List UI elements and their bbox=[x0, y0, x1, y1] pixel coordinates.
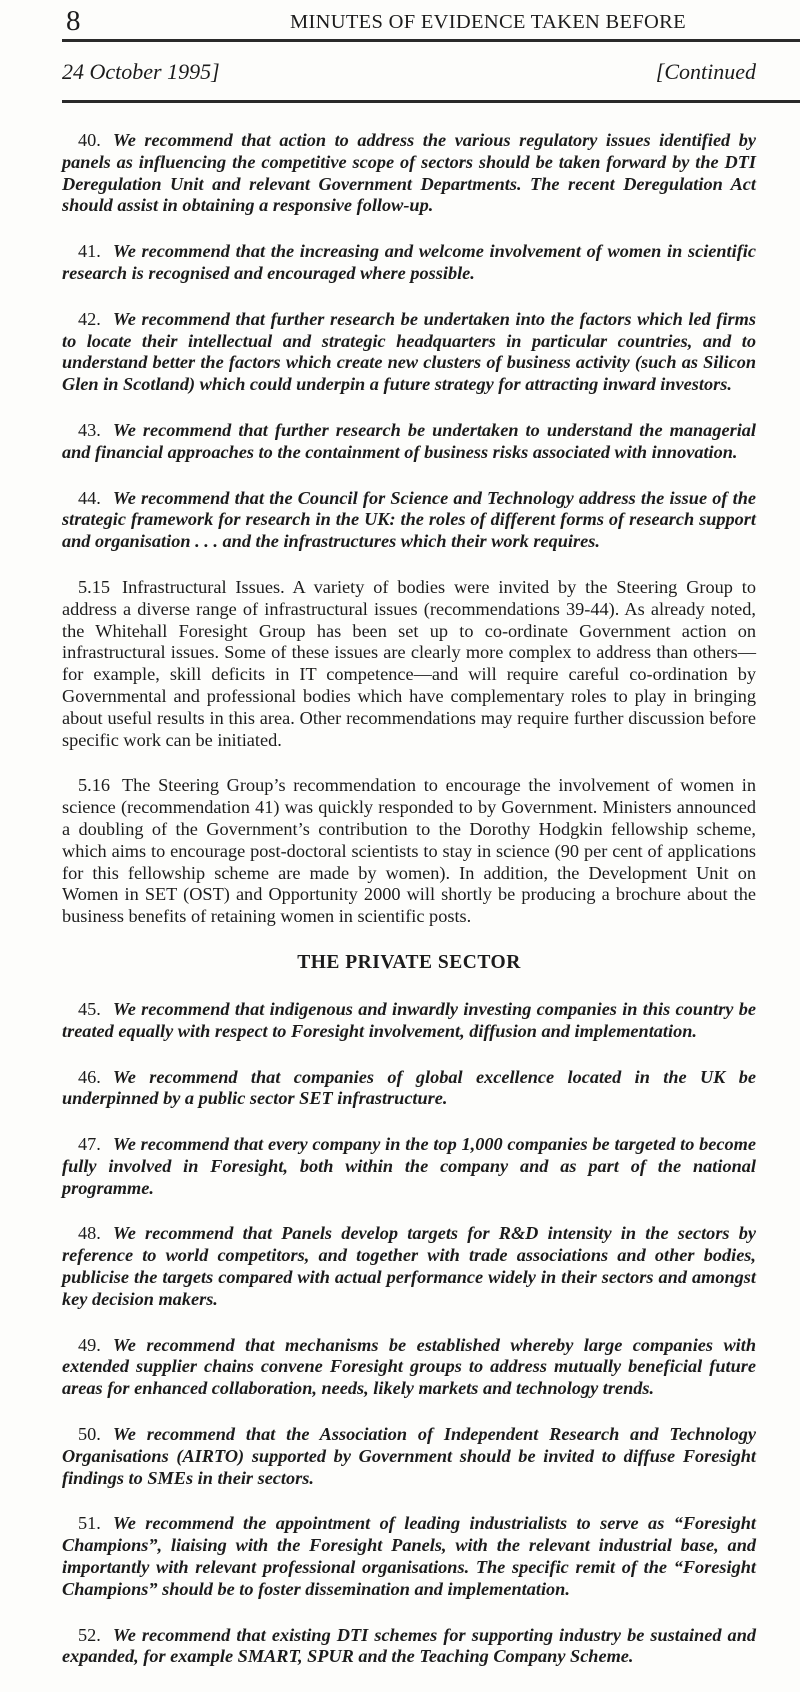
continued-label: [Continued bbox=[655, 59, 756, 84]
recommendation-paragraph: 40. We recommend that action to address the various regulatory issues identified by panels as influencing the competitive scope of sectors should be taken forward by the DTI Deregulation Unit and relevant Government Departments. The recent Deregulation Act should assist in obtaining a responsive follow-up. bbox=[62, 130, 756, 216]
dateline-rule bbox=[62, 100, 800, 103]
session-date: 24 October 1995] bbox=[62, 59, 220, 84]
recommendation-paragraph: 43. We recommend that further research be undertaken to understand the managerial and financial approaches to the containment of business risks associated with innovation. bbox=[62, 419, 756, 462]
recommendation-paragraph: 49. We recommend that mechanisms be established whereby large companies with extended supplier chains convene Foresight groups to address mutually beneficial future areas for enhanced collaboration, needs, likely markets and technology trends. bbox=[62, 1334, 756, 1399]
body-text bbox=[62, 130, 756, 1692]
header-rule bbox=[62, 39, 800, 42]
recommendation-paragraph: 50. We recommend that the Association of Independent Research and Technology Organisations (AIRTO) supported by Government should be invited to diffuse Foresight findings to SMEs in their sectors. bbox=[62, 1424, 756, 1488]
section-heading: THE PRIVATE SECTOR bbox=[297, 951, 521, 973]
page-number: 8 bbox=[66, 5, 81, 37]
dateline bbox=[62, 57, 756, 87]
numbered-paragraph: 5.15 Infrastructural Issues. A variety of bodies were invited by the Steering Group to address a diverse range of infrastructural issues (recommendations 39-44). As already noted, the Whitehall Foresight Group has been set up to co-ordinate Government action on infrastructural issues. Some of these issues are clearly more complex to address than others—for example, skill deficits in IT competence—and will require careful co-ordination by Governmental and professional bodies which have complementary roles to play in bringing about useful results in this area. Other recommendations may require further discussion before specific work can be initiated. bbox=[62, 576, 756, 750]
recommendation-paragraph: 44. We recommend that the Council for Science and Technology address the issue of the strategic framework for research in the UK: the roles of different forms of research support and organisation . . . and the infrastructures which their work requires. bbox=[62, 487, 756, 552]
recommendation-paragraph: 48. We recommend that Panels develop targets for R&D intensity in the sectors by reference to world competitors, and together with trade associations and other bodies, publicise the targets compared with actual performance widely in their sectors and amongst key decision makers. bbox=[62, 1223, 756, 1309]
numbered-paragraph: 5.16 The Steering Group’s recommendation to encourage the involvement of women in science (recommendation 41) was quickly responded to by Government. Ministers announced a doubling of the Government’s contribution to the Dorothy Hodgkin fellowship scheme, which aims to encourage post-doctoral scientists to stay in science (90 per cent of applications for this fellowship scheme are made by women). In addition, the Development Unit on Women in SET (OST) and Opportunity 2000 will shortly be producing a brochure about the business benefits of retaining women in scientific posts. bbox=[62, 775, 756, 927]
recommendation-paragraph: 51. We recommend the appointment of leading industrialists to serve as “Foresight Champions”, liaising with the Foresight Panels, with the relevant industrial base, and importantly with relevant professional organisations. The specific remit of the “Foresight Champions” should be to foster dissemination and implementation. bbox=[62, 1513, 756, 1599]
recommendation-paragraph: 46. We recommend that companies of global excellence located in the UK be underpinned by a public sector SET infrastructure. bbox=[62, 1066, 756, 1109]
recommendation-paragraph: 47. We recommend that every company in the top 1,000 companies be targeted to become fully involved in Foresight, both within the company and as part of the national programme. bbox=[62, 1134, 756, 1198]
running-head bbox=[0, 6, 800, 40]
recommendation-paragraph: 52. We recommend that existing DTI schemes for supporting industry be sustained and expanded, for example SMART, SPUR and the Teaching Company Scheme. bbox=[62, 1624, 756, 1667]
recommendation-paragraph: 45. We recommend that indigenous and inwardly investing companies in this country be treated equally with respect to Foresight involvement, diffusion and implementation. bbox=[62, 998, 756, 1041]
recommendation-paragraph: 42. We recommend that further research be undertaken into the factors which led firms to locate their intellectual and strategic headquarters in particular countries, and to understand better the factors which create new clusters of business activity (such as Silicon Glen in Scotland) which could underpin a future strategy for attracting inward investors. bbox=[62, 308, 756, 395]
recommendation-paragraph: 41. We recommend that the increasing and welcome involvement of women in scientific research is recognised and encouraged where possible. bbox=[62, 241, 756, 283]
running-head-title: MINUTES OF EVIDENCE TAKEN BEFORE bbox=[290, 11, 686, 33]
